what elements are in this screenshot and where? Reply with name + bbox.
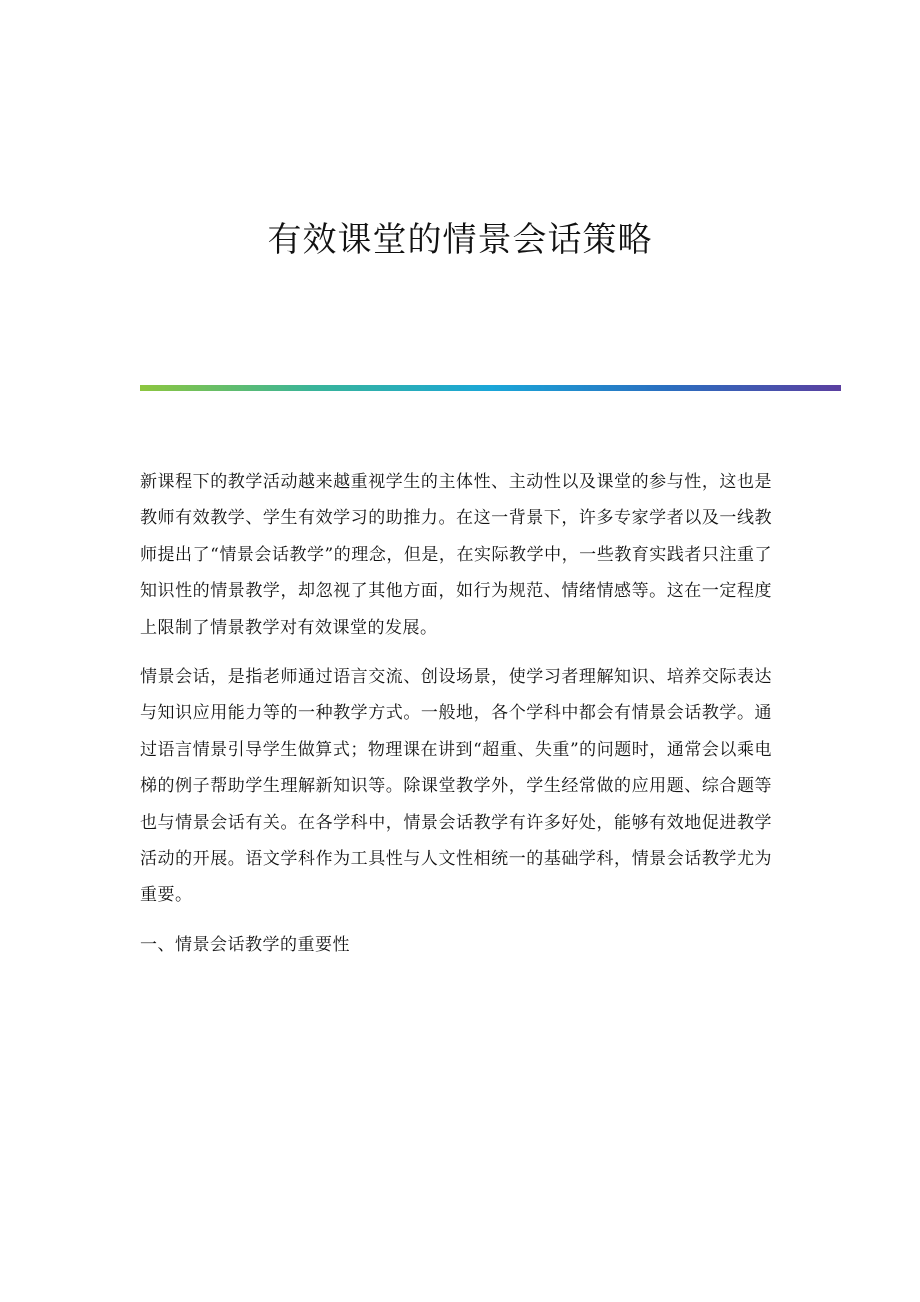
paragraph-intro: 新课程下的教学活动越来越重视学生的主体性、主动性以及课堂的参与性，这也是教师有效教学、学生有效学习的助推力。在这一背景下，许多专家学者以及一线教师提出了“情景会话教学”的理念，但是，在实际教学中，一些教育实践者只注重了知识性的情景教学，却忽视了其他方面，如行为规范、情绪情感等。这在一定程度上限制了情景教学对有效课堂的发展。 <box>140 472 772 638</box>
paragraph-definition: 情景会话，是指老师通过语言交流、创设场景，使学习者理解知识、培养交际表达与知识应用能力等的一种教学方式。一般地，各个学科中都会有情景会话教学。通过语言情景引导学生做算式；物理课在讲到“超重、失重”的问题时，通常会以乘电梯的例子帮助学生理解新知识等。除课堂教学外，学生经常做的应用题、综合题等也与情景会话有关。在各学科中，情景会话教学有许多好处，能够有效地促进教学活动的开展。语文学科作为工具性与人文性相统一的基础学科，情景会话教学尤为重要。 <box>140 667 772 906</box>
document-body <box>140 464 772 963</box>
section-heading: 一、情景会话教学的重要性 <box>140 934 350 955</box>
page-title: 有效课堂的情景会话策略 <box>267 220 653 260</box>
title-divider <box>140 385 841 391</box>
